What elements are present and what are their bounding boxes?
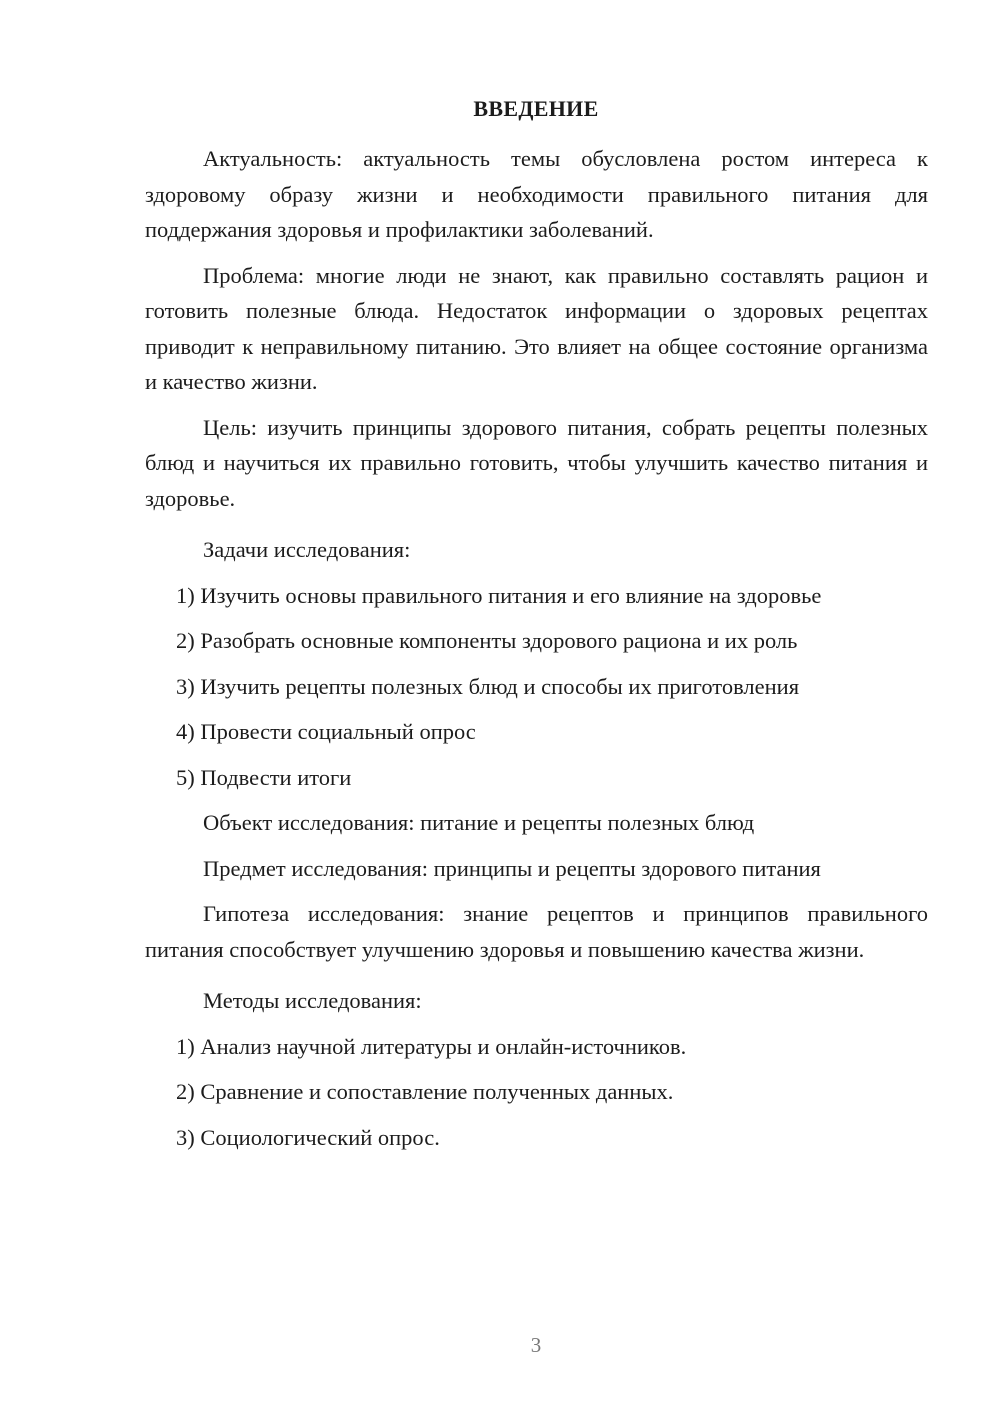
research-subject: Предмет исследования: принципы и рецепты здорового питания <box>203 855 821 881</box>
list-item: 3) Изучить рецепты полезных блюд и способы их приготовления <box>176 673 800 699</box>
paragraph-problem: Проблема: многие люди не знают, как правильно составлять рацион и готовить полезные блюда. Недостаток информации о здоровых рецептах приводит к неправильному питанию. Это влияет на общее состояние организма и качество жизни. <box>145 262 928 394</box>
methods-list <box>145 1029 928 1156</box>
methods-label: Методы исследования: <box>203 988 422 1013</box>
paragraph-goal: Цель: изучить принципы здорового питания, собрать рецепты полезных блюд и научиться их правильно готовить, чтобы улучшить качество питания и здоровье. <box>145 414 928 511</box>
research-object: Объект исследования: питание и рецепты полезных блюд <box>203 810 755 835</box>
tasks-list <box>145 578 928 796</box>
page-number: 3 <box>530 1333 542 1357</box>
list-item: 3) Социологический опрос. <box>176 1124 440 1150</box>
page-title: ВВЕДЕНИЕ <box>473 96 599 121</box>
list-item: 2) Сравнение и сопоставление полученных данных. <box>176 1079 674 1104</box>
research-hypothesis: Гипотеза исследования: знание рецептов и принципов правильного питания способствует улучшению здоровья и повышению качества жизни. <box>145 901 928 962</box>
list-item: 1) Изучить основы правильного питания и его влияние на здоровье <box>176 582 822 608</box>
list-item: 2) Разобрать основные компоненты здорового рациона и их роль <box>176 628 798 653</box>
list-item: 5) Подвести итоги <box>176 764 352 790</box>
paragraph-relevance: Актуальность: актуальность темы обусловлена ростом интереса к здоровому образу жизни и необходимости правильного питания для поддержания здоровья и профилактики заболеваний. <box>145 146 928 242</box>
tasks-label: Задачи исследования: <box>203 537 411 562</box>
list-item: 1) Анализ научной литературы и онлайн-источников. <box>176 1033 687 1059</box>
page-content <box>145 141 928 1155</box>
list-item: 4) Провести социальный опрос <box>176 719 476 744</box>
